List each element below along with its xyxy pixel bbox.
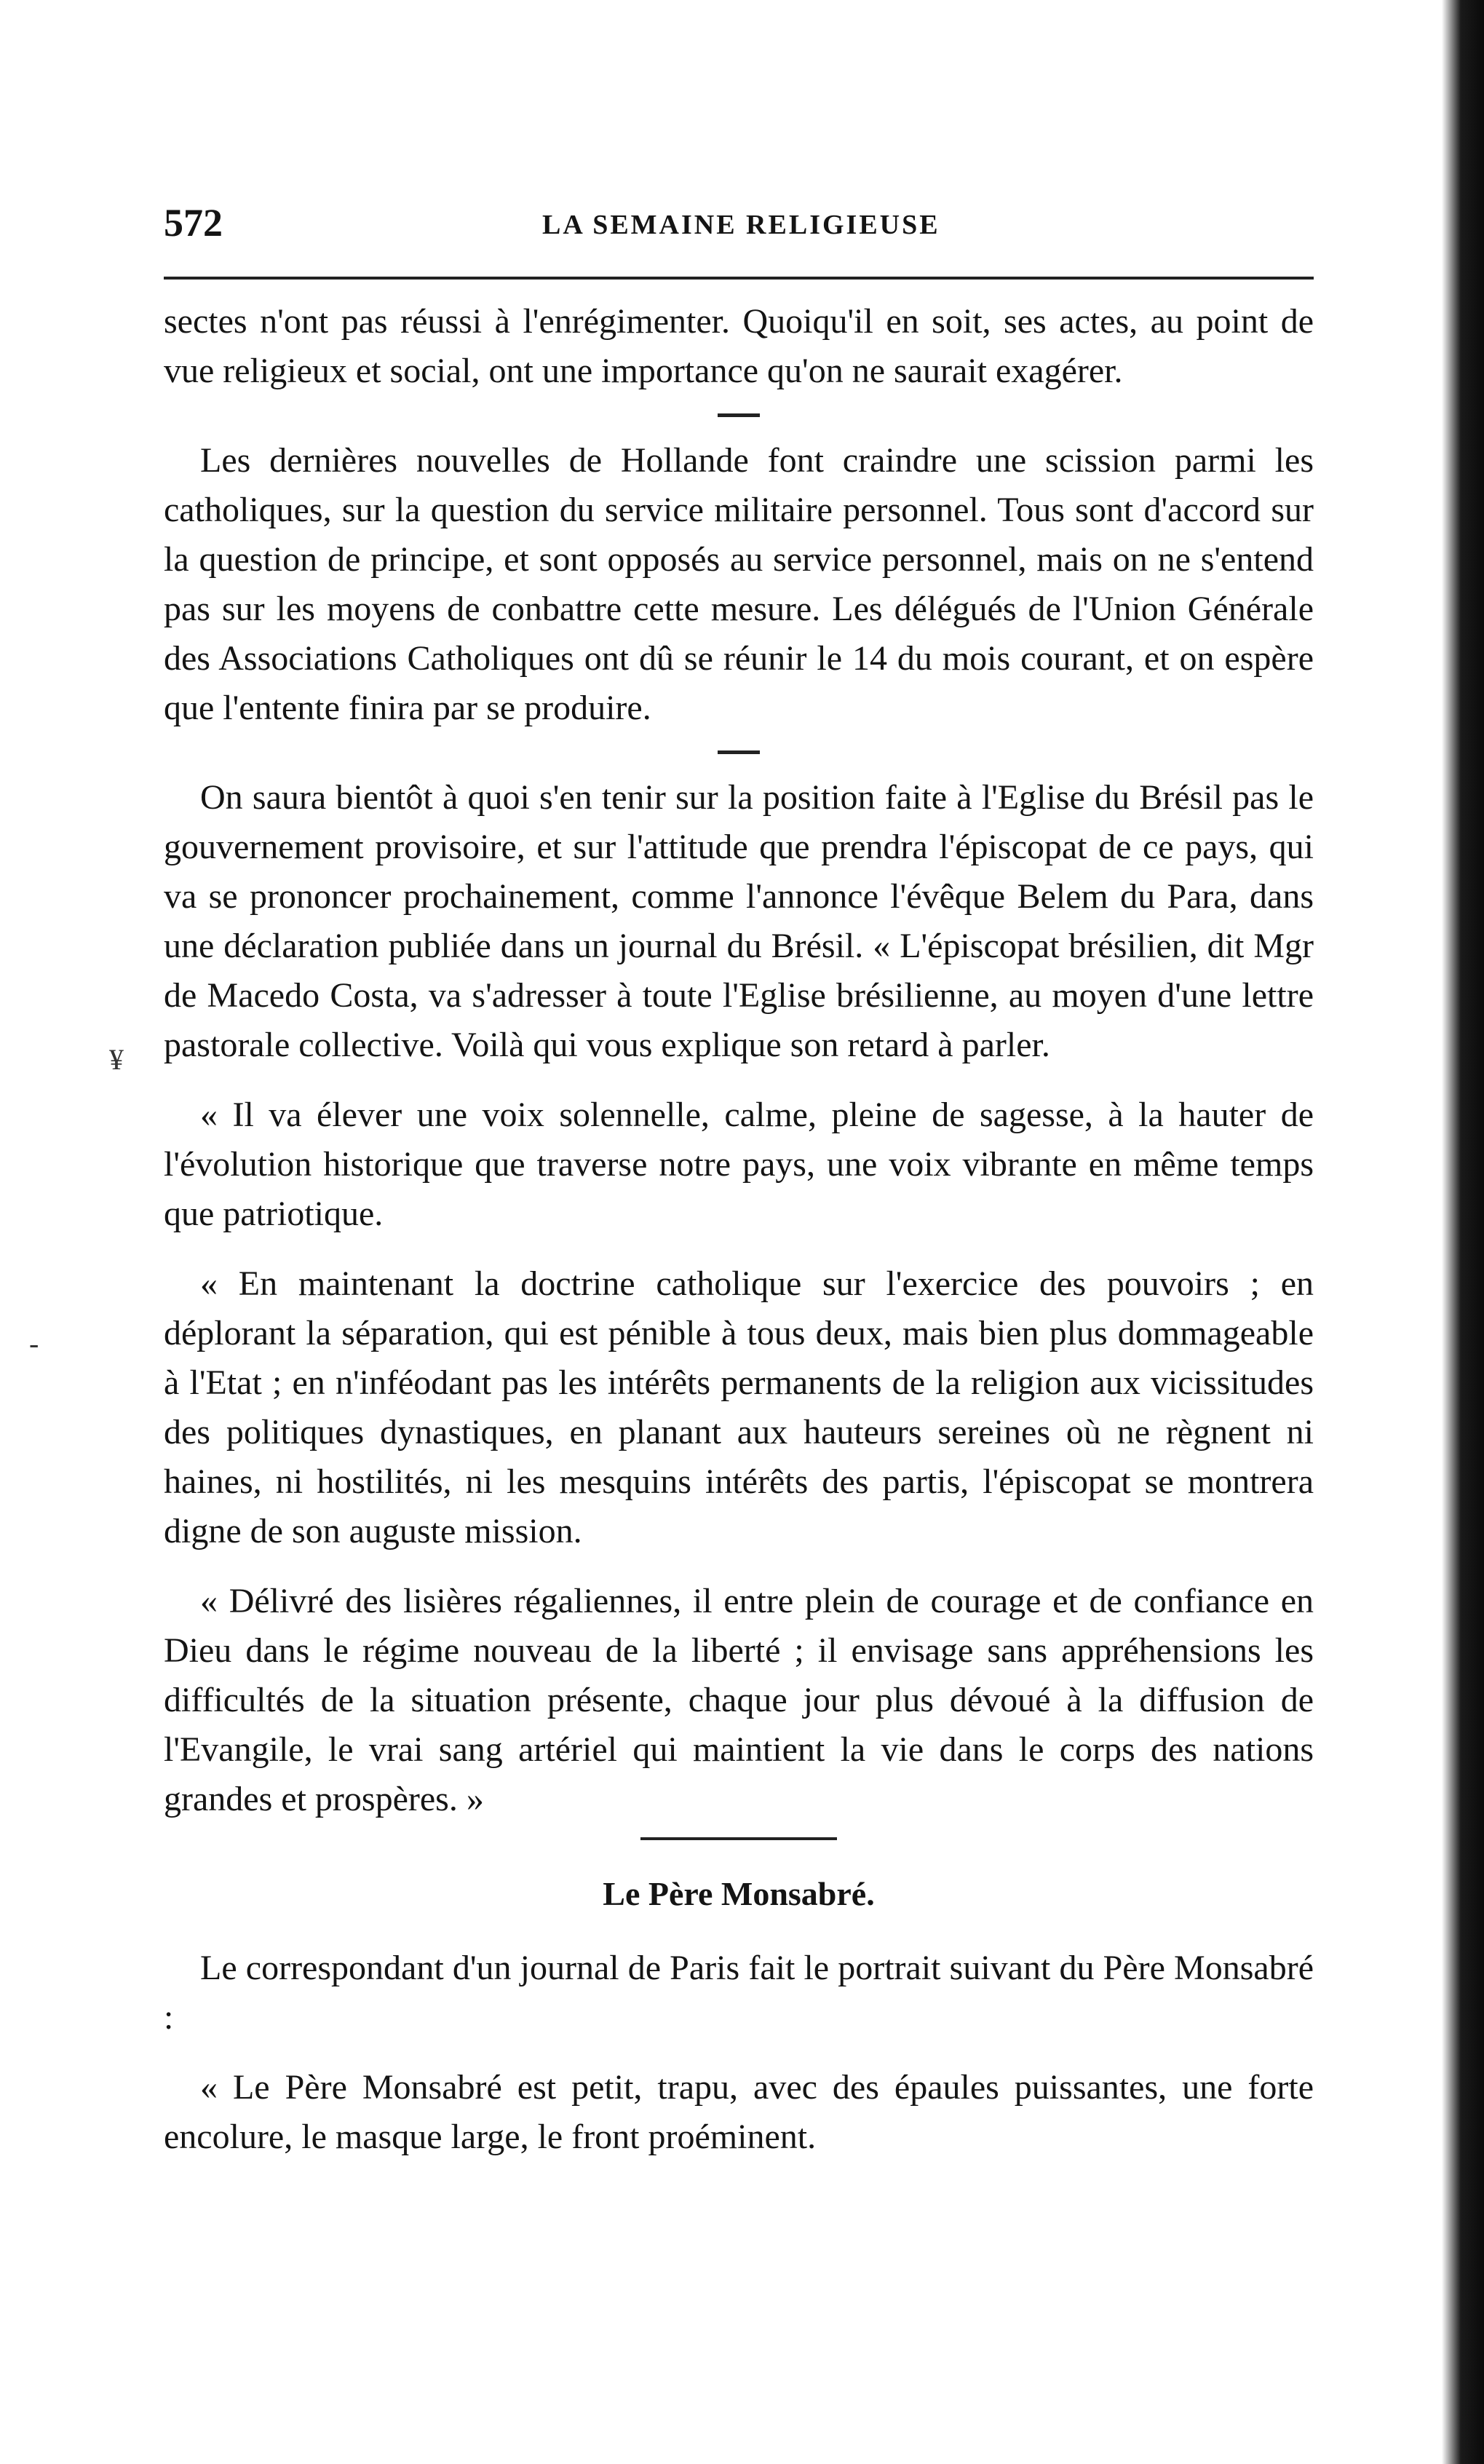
page-number: 572 xyxy=(164,201,223,245)
margin-mark: ¥ xyxy=(109,1043,124,1076)
paragraph: sectes n'ont pas réussi à l'enrégimenter. Quoiqu'il en soit, ses actes, au point de vue religieux et social, ont une importance qu'on ne saurait exagérer. xyxy=(164,302,1314,390)
article-body xyxy=(164,297,1314,2162)
section-separator xyxy=(640,1837,837,1840)
page-edge-shadow xyxy=(1442,0,1484,2464)
paragraph: On saura bientôt à quoi s'en tenir sur la position faite à l'Eglise du Brésil pas le gouvernement provisoire, et sur l'attitude que prendra l'épiscopat de ce pays, qui va se prononcer prochainement, comme l'annonce l'évêque Belem du Para, dans une déclaration publiée dans un journal du Brésil. « L'épiscopat brésilien, dit Mgr de Macedo Costa, va s'adresser à toute l'Eglise brésilienne, au moyen d'une lettre pastorale collective. Voilà qui vous explique son retard à parler. xyxy=(164,778,1314,1064)
paragraph: « Délivré des lisières régaliennes, il entre plein de courage et de confiance en Dieu dans le régime nouveau de la liberté ; il envisage sans appréhensions les difficultés de la situation présente, chaque jour plus dévoué à la diffusion de l'Evangile, le vrai sang artériel qui maintient la vie dans le corps des nations grandes et prospères. » xyxy=(164,1582,1314,1818)
paragraph: « Il va élever une voix solennelle, calme, pleine de sagesse, à la hauter de l'évolution historique que traverse notre pays, une voix vibrante en même temps que patriotique. xyxy=(164,1096,1314,1233)
paragraph: « En maintenant la doctrine catholique sur l'exercice des pouvoirs ; en déplorant la séparation, qui est pénible à tous deux, mais bien plus dommageable à l'Etat ; en n'inféodant pas les intérêts permanents de la religion aux vicissitudes des politiques dynastiques, en planant aux hauteurs sereines où ne règnent ni haines, ni hostilités, ni les mesquins intérêts des partis, l'épiscopat se montrera digne de son auguste mission. xyxy=(164,1264,1314,1550)
paragraph: « Le Père Monsabré est petit, trapu, avec des épaules puissantes, une forte encolure, le masque large, le front proéminent. xyxy=(164,2068,1314,2156)
running-header xyxy=(164,200,1314,251)
paragraph: Le correspondant d'un journal de Paris fait le portrait suivant du Père Monsabré : xyxy=(164,1949,1314,2037)
paragraph: Les dernières nouvelles de Hollande font craindre une scission parmi les catholiques, sur la question du service militaire personnel. Tous sont d'accord sur la question de principe, et sont opposés au service personnel, mais on ne s'entend pas sur les moyens de conbattre cette mesure. Les délégués de l'Union Générale des Associations Catholiques ont dû se réunir le 14 du mois courant, et on espère que l'entente finira par se produire. xyxy=(164,441,1314,727)
dash-separator xyxy=(718,413,760,417)
margin-mark: - xyxy=(29,1327,39,1360)
dash-separator xyxy=(718,750,760,754)
section-title: Le Père Monsabré. xyxy=(603,1875,875,1912)
running-title: LA SEMAINE RELIGIEUSE xyxy=(542,210,940,240)
header-rule xyxy=(164,277,1314,280)
